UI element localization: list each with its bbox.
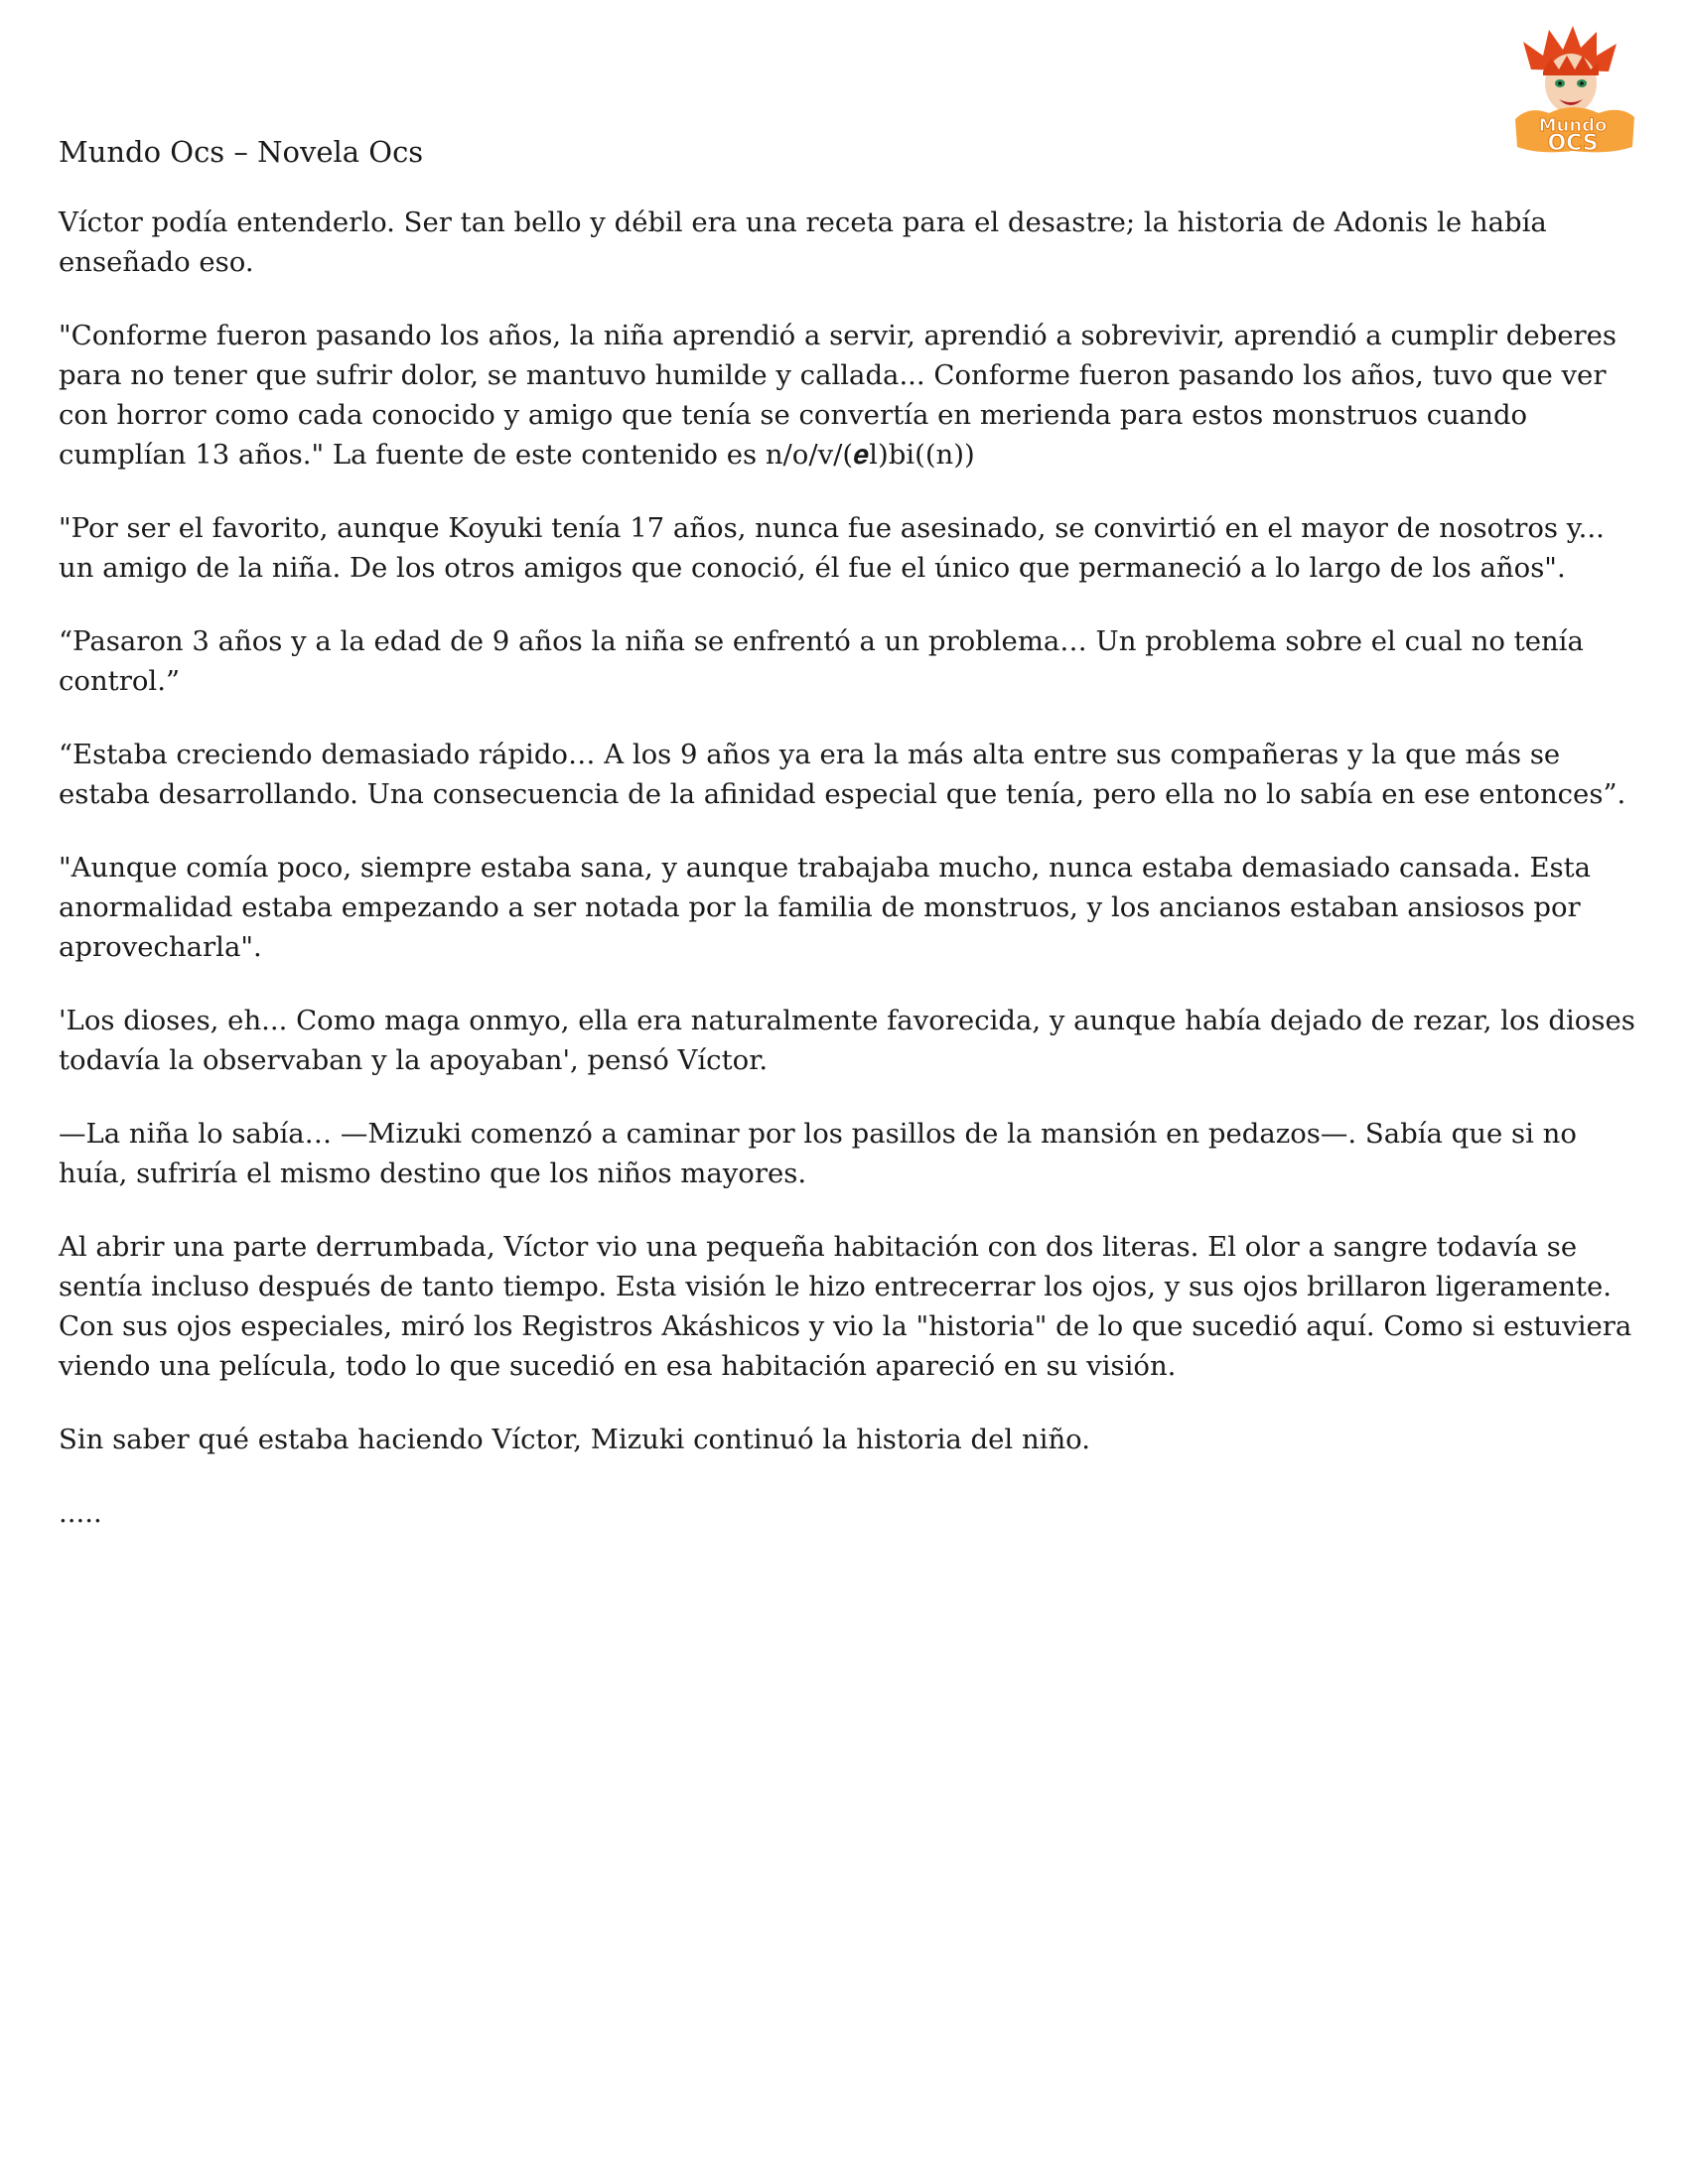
chapter-body bbox=[59, 203, 1647, 1567]
paragraph-8: —La niña lo sabía… —Mizuki comenzó a caminar por los pasillos de la mansión en pedazos—. Sabía que si no huía, sufriría el mismo destino que los niños mayores. bbox=[59, 1118, 1577, 1189]
svg-text:OCS: OCS bbox=[1547, 131, 1599, 156]
paragraph-10: Sin saber qué estaba haciendo Víctor, Mizuki continuó la historia del niño. bbox=[59, 1424, 1090, 1455]
paragraph-7: 'Los dioses, eh... Como maga onmyo, ella era naturalmente favorecida, y aunque había dejado de rezar, los dioses todavía la observaban y la apoyaban', pensó Víctor. bbox=[59, 1005, 1635, 1076]
mascot-icon bbox=[1509, 22, 1638, 156]
paragraph-4: “Pasaron 3 años y a la edad de 9 años la niña se enfrentó a un problema… Un problema sobre el cual no tenía control.” bbox=[59, 625, 1584, 697]
paragraph-6: "Aunque comía poco, siempre estaba sana, y aunque trabajaba mucho, nunca estaba demasiado cansada. Esta anormalidad estaba empezando a ser notada por la familia de monstruos, y los ancianos estaban ansiosos por aprovecharla". bbox=[59, 852, 1592, 963]
paragraph-2: "Conforme fueron pasando los años, la niña aprendió a servir, aprendió a sobrevivir, aprendió a cumplir deberes para no tener que sufrir dolor, se mantuvo humilde y callada... Conforme fueron pasando los años, tuvo que ver con horror como cada conocido y amigo que tenía se convertía en merienda para estos monstruos cuando cumplían 13 años." La fuente de este contenido es n/o/v/(𝒆l)bi((n)) bbox=[59, 320, 1618, 471]
paragraph-1: Víctor podía entenderlo. Ser tan bello y débil era una receta para el desastre; la historia de Adonis le había enseñado eso. bbox=[59, 206, 1547, 278]
mundo-ocs-logo-icon bbox=[1509, 22, 1638, 156]
paragraph-5: “Estaba creciendo demasiado rápido… A los 9 años ya era la más alta entre sus compañeras y la que más se estaba desarrollando. Una consecuencia de la afinidad especial que tenía, pero ella no lo sabía en ese entonces”. bbox=[59, 739, 1626, 810]
paragraph-9: Al abrir una parte derrumbada, Víctor vio una pequeña habitación con dos literas. El olor a sangre todavía se sentía incluso después de tanto tiempo. Esta visión le hizo entrecerrar los ojos, y sus ojos brillaron ligeramente. Con sus ojos especiales, miró los Registros Akáshicos y vio la "historia" de lo que sucedió aquí. Como si estuviera viendo una película, todo lo que sucedió en esa habitación apareció en su visión. bbox=[59, 1231, 1632, 1382]
paragraph-3: "Por ser el favorito, aunque Koyuki tenía 17 años, nunca fue asesinado, se convirtió en el mayor de nosotros y... un amigo de la niña. De los otros amigos que conoció, él fue el único que permaneció a lo largo de los años". bbox=[59, 512, 1605, 584]
page-header-title: Mundo Ocs – Novela Ocs bbox=[59, 135, 424, 169]
paragraph-ellipsis: ..... bbox=[59, 1497, 102, 1529]
svg-text:Mundo: Mundo bbox=[1538, 115, 1608, 136]
